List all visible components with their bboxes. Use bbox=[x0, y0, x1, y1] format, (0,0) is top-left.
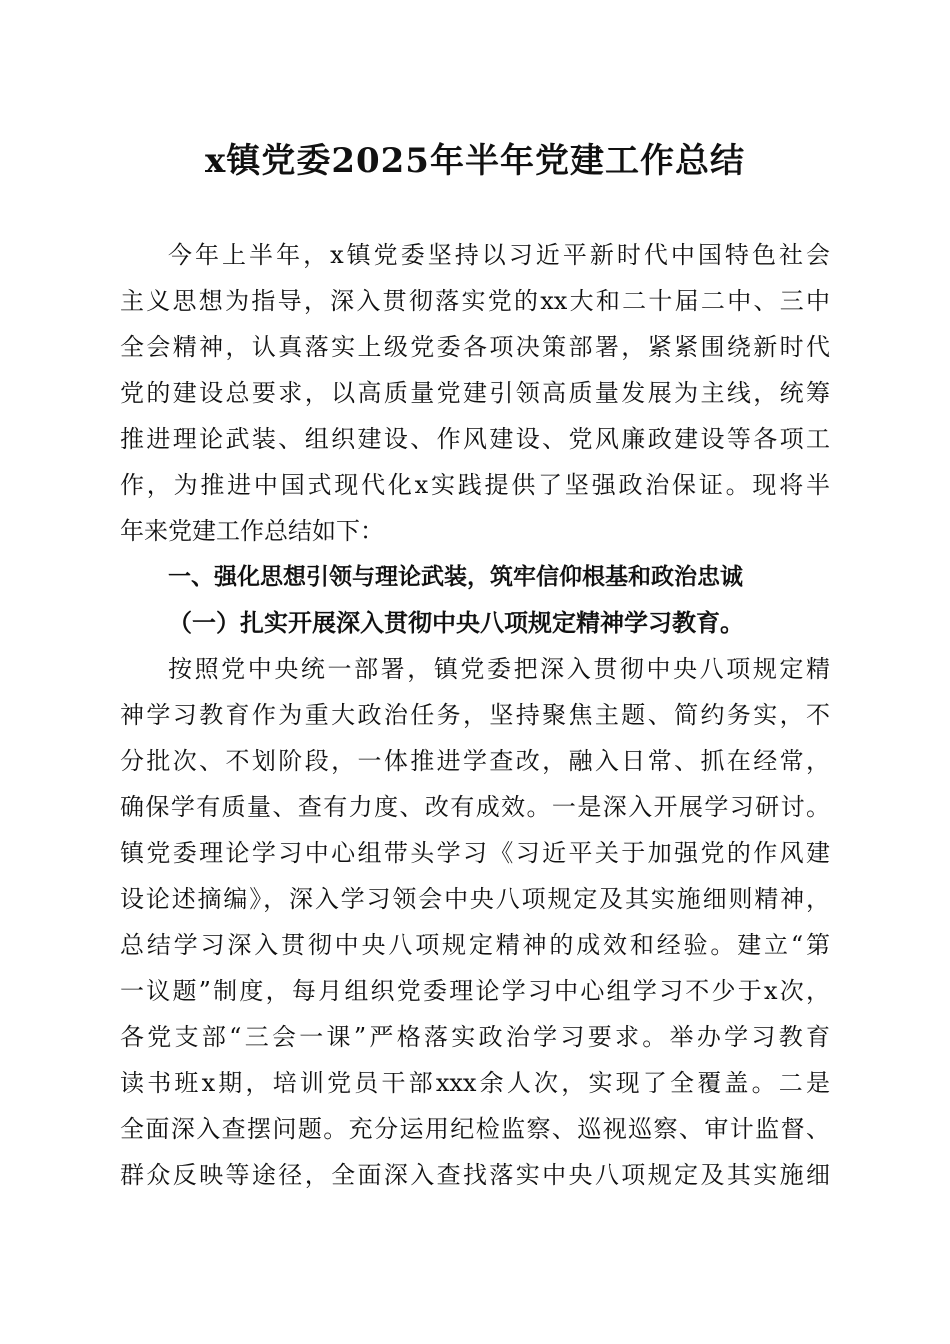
document-title: x镇党委2025年半年党建工作总结 bbox=[205, 141, 745, 181]
paragraph-line: 主义思想为指导，深入贯彻落实党的xx大和二十届二中、三中 bbox=[120, 287, 830, 315]
paragraph-line: 设论述摘编》，深入学习领会中央八项规定及其实施细则精神， bbox=[120, 885, 830, 913]
document-body bbox=[120, 232, 830, 1198]
paragraph-line: 群众反映等途径，全面深入查找落实中央八项规定及其实施细 bbox=[120, 1161, 830, 1189]
paragraph-line: 镇党委理论学习中心组带头学习《习近平关于加强党的作风建 bbox=[120, 839, 830, 867]
paragraph-line: 全面深入查摆问题。充分运用纪检监察、巡视巡察、审计监督、 bbox=[120, 1115, 830, 1143]
subsection-heading: （一）扎实开展深入贯彻中央八项规定精神学习教育。 bbox=[168, 608, 744, 637]
paragraph-line: 总结学习深入贯彻中央八项规定精神的成效和经验。建立“第 bbox=[120, 931, 830, 959]
paragraph-line: 年来党建工作总结如下： bbox=[120, 517, 384, 545]
paragraph-line: 读书班x期，培训党员干部xxx余人次，实现了全覆盖。二是 bbox=[120, 1069, 830, 1097]
section-heading: 一、强化思想引领与理论武装，筑牢信仰根基和政治忠诚 bbox=[168, 564, 743, 590]
paragraph-line: 神学习教育作为重大政治任务，坚持聚焦主题、简约务实，不 bbox=[120, 701, 830, 729]
paragraph-line: 全会精神，认真落实上级党委各项决策部署，紧紧围绕新时代 bbox=[120, 333, 830, 361]
paragraph-line: 确保学有质量、查有力度、改有成效。一是深入开展学习研讨。 bbox=[120, 793, 830, 821]
paragraph-line: 各党支部“三会一课”严格落实政治学习要求。举办学习教育 bbox=[120, 1023, 830, 1051]
paragraph-line: 一议题”制度，每月组织党委理论学习中心组学习不少于x次， bbox=[120, 977, 830, 1005]
paragraph-line: 按照党中央统一部署，镇党委把深入贯彻中央八项规定精 bbox=[168, 655, 830, 683]
paragraph-line: 今年上半年，x镇党委坚持以习近平新时代中国特色社会 bbox=[168, 241, 830, 269]
paragraph-line: 分批次、不划阶段，一体推进学查改，融入日常、抓在经常， bbox=[120, 747, 830, 775]
paragraph-line: 推进理论武装、组织建设、作风建设、党风廉政建设等各项工 bbox=[120, 425, 830, 453]
paragraph-line: 党的建设总要求，以高质量党建引领高质量发展为主线，统筹 bbox=[120, 379, 830, 407]
paragraph-line: 作，为推进中国式现代化x实践提供了坚强政治保证。现将半 bbox=[120, 471, 830, 499]
